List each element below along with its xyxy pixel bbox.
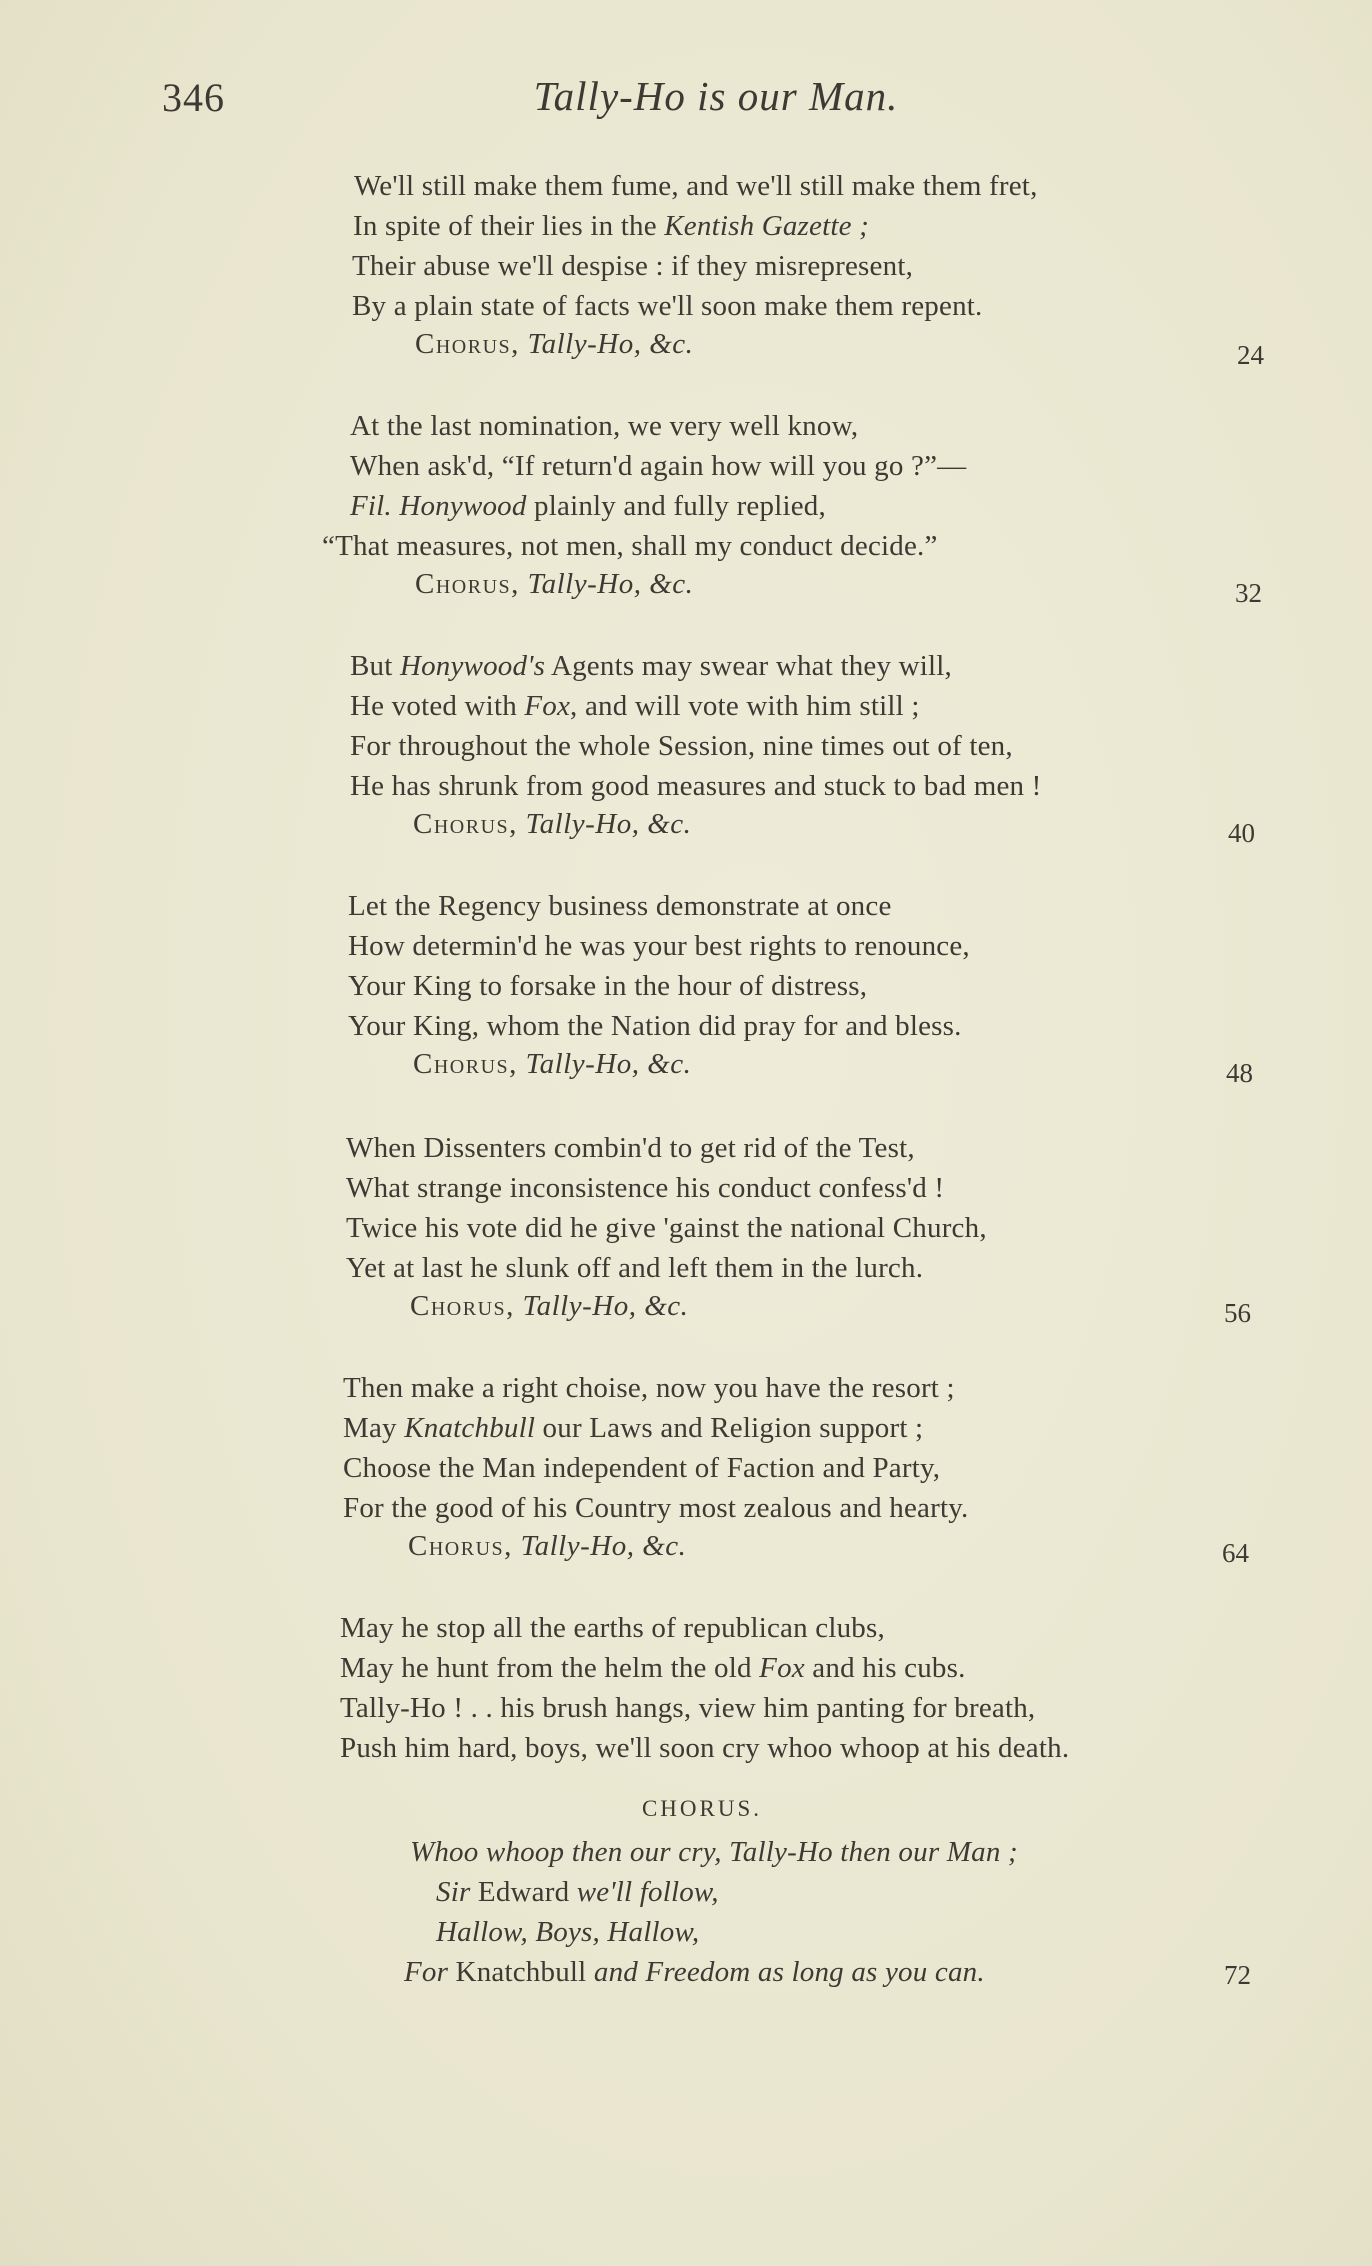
chorus-refrain: Chorus, Tally-Ho, &c. (415, 568, 694, 600)
verse-line: May he stop all the earths of republican clubs, (340, 1612, 885, 1644)
verse-line: Their abuse we'll despise : if they misrepresent, (352, 250, 914, 282)
verse-line: But Honywood's Agents may swear what they will, (350, 650, 952, 682)
verse-line: When Dissenters combin'd to get rid of the Test, (346, 1132, 915, 1164)
verse-line: Let the Regency business demonstrate at once (348, 890, 892, 922)
line-number: 24 (1237, 340, 1264, 370)
verse-line: Fil. Honywood plainly and fully replied, (350, 490, 826, 522)
verse-line: Your King, whom the Nation did pray for and bless. (348, 1010, 962, 1042)
chorus-line: Whoo whoop then our cry, Tally-Ho then our Man ; (410, 1836, 1018, 1868)
verse-line: Tally-Ho ! . . his brush hangs, view him panting for breath, (340, 1692, 1036, 1724)
running-title: Tally-Ho is our Man. (533, 73, 899, 119)
verse-line: For throughout the whole Session, nine times out of ten, (350, 730, 1013, 762)
verse-line: How determin'd he was your best rights to renounce, (348, 930, 970, 962)
verse-line: What strange inconsistence his conduct confess'd ! (346, 1172, 945, 1204)
verse-line: He voted with Fox, and will vote with him still ; (350, 690, 920, 722)
verse-line: For the good of his Country most zealous and hearty. (343, 1492, 969, 1524)
chorus-refrain: Chorus, Tally-Ho, &c. (413, 808, 692, 840)
chorus-refrain: Chorus, Tally-Ho, &c. (415, 328, 694, 360)
verse-line: May he hunt from the helm the old Fox and his cubs. (340, 1652, 966, 1684)
chorus-refrain: Chorus, Tally-Ho, &c. (413, 1048, 692, 1080)
chorus-refrain: Chorus, Tally-Ho, &c. (408, 1530, 687, 1562)
verse-line: In spite of their lies in the Kentish Gazette ; (353, 210, 870, 242)
verse-line: Push him hard, boys, we'll soon cry whoo whoop at his death. (340, 1732, 1070, 1764)
verse-line: Twice his vote did he give 'gainst the national Church, (346, 1212, 987, 1244)
verse-line: “That measures, not men, shall my conduct decide.” (322, 530, 938, 562)
verse-line: Your King to forsake in the hour of distress, (348, 970, 868, 1002)
verse-line: Then make a right choise, now you have the resort ; (343, 1372, 955, 1404)
verse-line: We'll still make them fume, and we'll still make them fret, (354, 170, 1038, 202)
chorus-line: For Knatchbull and Freedom as long as you can. (404, 1956, 985, 1988)
chorus-heading: CHORUS. (641, 1796, 763, 1821)
verse-line: May Knatchbull our Laws and Religion support ; (343, 1412, 924, 1444)
line-number: 56 (1224, 1298, 1251, 1328)
line-number: 40 (1228, 818, 1255, 848)
line-number: 72 (1224, 1960, 1251, 1990)
chorus-line: Hallow, Boys, Hallow, (436, 1916, 700, 1948)
verse-line: Yet at last he slunk off and left them in the lurch. (346, 1252, 924, 1284)
line-number: 64 (1222, 1538, 1249, 1568)
verse-line: By a plain state of facts we'll soon make them repent. (352, 290, 983, 322)
chorus-line: Sir Edward we'll follow, (436, 1876, 719, 1908)
verse-line: When ask'd, “If return'd again how will you go ?”— (350, 450, 967, 482)
verse-line: Choose the Man independent of Faction and Party, (343, 1452, 941, 1484)
page-number: 346 (162, 75, 225, 120)
verse-line: He has shrunk from good measures and stuck to bad men ! (350, 770, 1042, 802)
line-number: 48 (1226, 1058, 1253, 1088)
verse-line: At the last nomination, we very well know, (350, 410, 859, 442)
chorus-refrain: Chorus, Tally-Ho, &c. (410, 1290, 689, 1322)
line-number: 32 (1235, 578, 1262, 608)
